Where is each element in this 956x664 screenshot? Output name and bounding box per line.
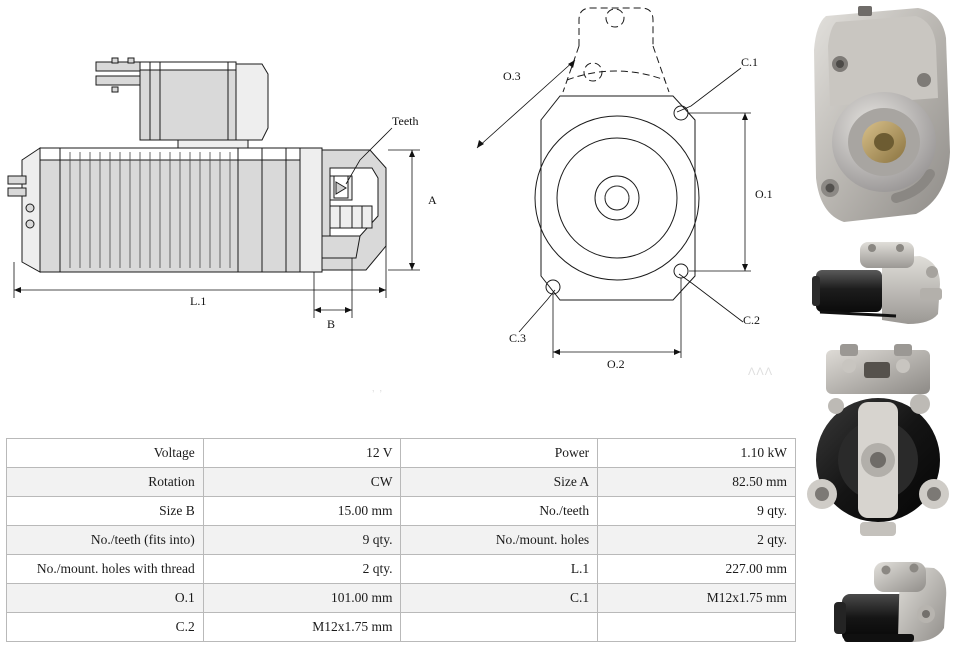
table-row (7, 468, 796, 497)
starter-motor-front-view[interactable] (800, 2, 956, 230)
spec-key: Power (401, 439, 598, 468)
spec-value: M12x1.75 mm (203, 613, 401, 642)
spec-value: 101.00 mm (203, 584, 401, 613)
spec-value: 227.00 mm (598, 555, 796, 584)
spec-key: No./teeth (401, 497, 598, 526)
starter-motor-solenoid-view[interactable] (800, 344, 956, 542)
table-row (7, 613, 796, 642)
table-row (7, 497, 796, 526)
side-view-drawing (0, 0, 460, 430)
watermark-artifact: ‚ ‚ (372, 382, 383, 394)
spec-key: C.2 (7, 613, 204, 642)
spec-key: Size B (7, 497, 204, 526)
label-b: B (327, 317, 336, 331)
spec-key: No./teeth (fits into) (7, 526, 204, 555)
label-o2: O.2 (607, 357, 625, 371)
spec-value: 82.50 mm (598, 468, 796, 497)
label-c3: C.3 (509, 331, 527, 345)
label-l1: L.1 (190, 294, 207, 308)
spec-value: 12 V (203, 439, 401, 468)
label-o1: O.1 (755, 187, 773, 201)
table-row (7, 439, 796, 468)
spec-value: 2 qty. (203, 555, 401, 584)
spec-key: Rotation (7, 468, 204, 497)
specifications-table (6, 438, 796, 642)
spec-key: O.1 (7, 584, 204, 613)
label-teeth: Teeth (392, 114, 419, 128)
table-row (7, 526, 796, 555)
spec-key-empty (401, 613, 598, 642)
label-a: A (428, 193, 437, 207)
spec-value: CW (203, 468, 401, 497)
spec-value-empty (598, 613, 796, 642)
spec-key: C.1 (401, 584, 598, 613)
spec-value: 2 qty. (598, 526, 796, 555)
spec-value: 15.00 mm (203, 497, 401, 526)
spec-value: 9 qty. (203, 526, 401, 555)
watermark-artifact-2: ΛΛΛ (748, 366, 774, 378)
front-view-drawing (455, 0, 795, 430)
starter-motor-angled-view[interactable] (800, 544, 956, 664)
table-row (7, 555, 796, 584)
spec-key: Size A (401, 468, 598, 497)
spec-value: 9 qty. (598, 497, 796, 526)
label-c2: C.2 (743, 313, 761, 327)
label-o3: O.3 (503, 69, 521, 83)
product-photo-column (800, 0, 956, 664)
table-row (7, 584, 796, 613)
spec-key: L.1 (401, 555, 598, 584)
spec-value: 1.10 kW (598, 439, 796, 468)
spec-key: No./mount. holes with thread (7, 555, 204, 584)
spec-key: Voltage (7, 439, 204, 468)
spec-value: M12x1.75 mm (598, 584, 796, 613)
starter-motor-side-view[interactable] (800, 232, 956, 342)
spec-key: No./mount. holes (401, 526, 598, 555)
label-c1: C.1 (741, 55, 759, 69)
